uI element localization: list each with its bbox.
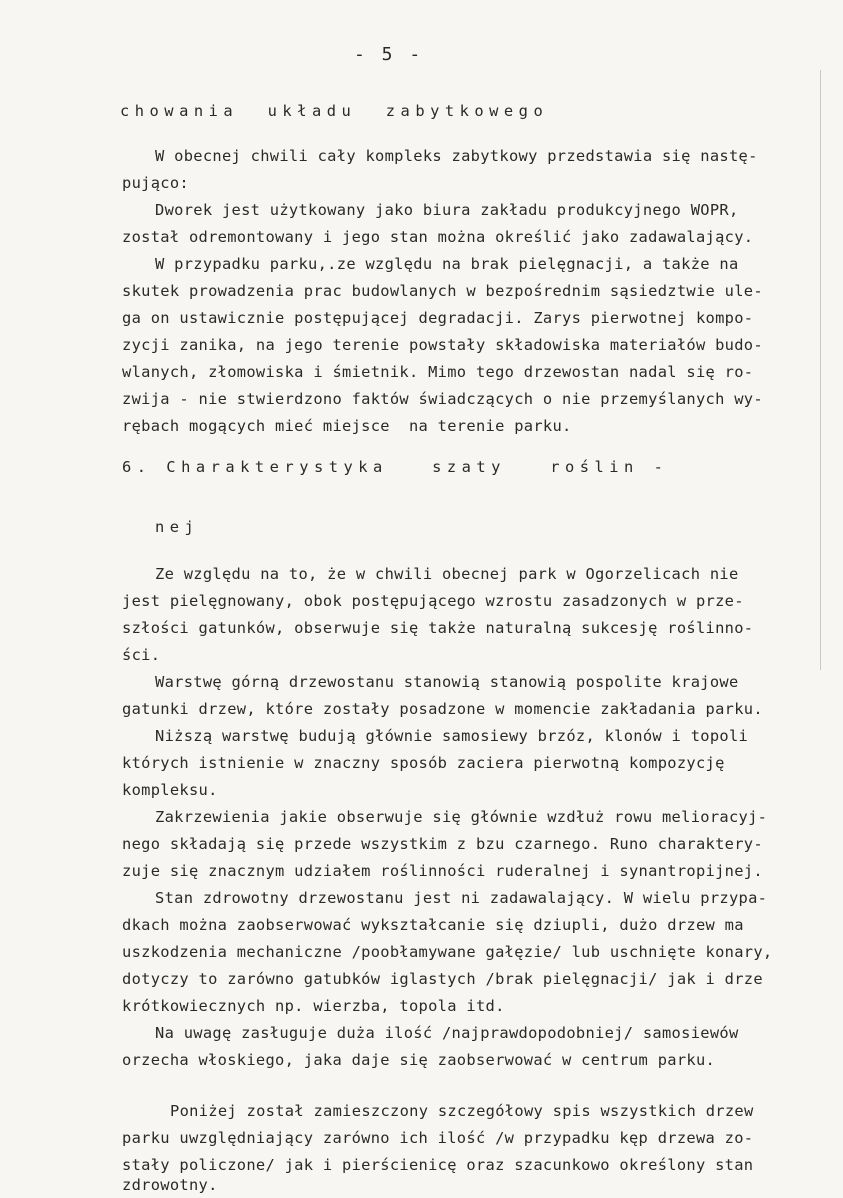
text-line: uszkodzenia mechaniczne /poobłamywane gałęzie/ lub uschnięte konary, — [122, 943, 773, 961]
text-line: wlanych, złomowiska i śmietnik. Mimo tego drzewostan nadal się ro- — [122, 363, 754, 381]
text-line: nego składają się przede wszystkim z bzu czarnego. Runo charaktery- — [122, 835, 763, 853]
text-line: Zakrzewienia jakie obserwuje się głównie wzdłuż rowu melioracyj- — [155, 808, 768, 826]
text-line: jest pielęgnowany, obok postępującego wzrostu zasadzonych w prze- — [122, 592, 744, 610]
text-line: Niższą warstwę budują głównie samosiewy brzóz, klonów i topoli — [155, 727, 749, 745]
text-line: Poniżej został zamieszczony szczegółowy spis wszystkich drzew — [170, 1102, 754, 1120]
text-line: Warstwę górną drzewostanu stanowią stanowią pospolite krajowe — [155, 673, 739, 691]
text-line: zdrowotny. — [122, 1176, 218, 1194]
section-heading-continuation: chowania układu zabytkowego — [120, 102, 549, 120]
text-line: rębach mogących mieć miejsce na terenie parku. — [122, 417, 572, 435]
text-line: W przypadku parku,.ze względu na brak pielęgnacji, a także na — [155, 255, 739, 273]
page-number: - 5 - — [354, 44, 424, 65]
text-line: pująco: — [122, 174, 189, 192]
text-line: Stan zdrowotny drzewostanu jest ni zadawalający. W wielu przypa- — [155, 889, 768, 907]
text-line: zuje się znacznym udziałem roślinności ruderalnej i synantropijnej. — [122, 862, 763, 880]
text-line: kompleksu. — [122, 781, 218, 799]
text-line: orzecha włoskiego, jaka daje się zaobserwować w centrum parku. — [122, 1051, 716, 1069]
text-line: stały policzone/ jak i pierścienicę oraz szacunkowo określony stan — [122, 1156, 754, 1174]
text-line: zwija - nie stwierdzono faktów świadczących o nie przemyślanych wy- — [122, 390, 763, 408]
section-6-title-continuation: nej — [155, 518, 200, 536]
text-line: ści. — [122, 646, 161, 664]
text-line: których istnienie w znaczny sposób zaciera pierwotną kompozycję — [122, 754, 725, 772]
text-line: gatunki drzew, które zostały posadzone w momencie zakładania parku. — [122, 700, 763, 718]
text-line: zycji zanika, na jego terenie powstały składowiska materiałów budo- — [122, 336, 763, 354]
margin-rule — [820, 70, 821, 670]
text-line: ga on ustawicznie postępującej degradacji. Zarys pierwotnej kompo- — [122, 309, 754, 327]
text-line: skutek prowadzenia prac budowlanych w bezpośrednim sąsiedztwie ule- — [122, 282, 763, 300]
text-line: Na uwagę zasługuje duża ilość /najprawdopodobniej/ samosiewów — [155, 1024, 739, 1042]
text-line: W obecnej chwili cały kompleks zabytkowy przedstawia się nastę- — [155, 147, 758, 165]
text-line: szłości gatunków, obserwuje się także naturalną sukcesję roślinno- — [122, 619, 754, 637]
text-line: krótkowiecznych np. wierzba, topola itd. — [122, 997, 505, 1015]
text-line: dkach można zaobserwować wykształcanie się dziupli, dużo drzew ma — [122, 916, 744, 934]
text-line: Ze względu na to, że w chwili obecnej park w Ogorzelicach nie — [155, 565, 739, 583]
text-line: parku uwzględniający zarówno ich ilość /w przypadku kęp drzewa zo- — [122, 1129, 754, 1147]
text-line: Dworek jest użytkowany jako biura zakładu produkcyjnego WOPR, — [155, 201, 739, 219]
text-line: dotyczy to zarówno gatubków iglastych /brak pielęgnacji/ jak i drze — [122, 970, 763, 988]
section-6-title: 6. Charakterystyka szaty roślin - — [122, 458, 669, 476]
text-line: został odremontowany i jego stan można określić jako zadawalający. — [122, 228, 754, 246]
